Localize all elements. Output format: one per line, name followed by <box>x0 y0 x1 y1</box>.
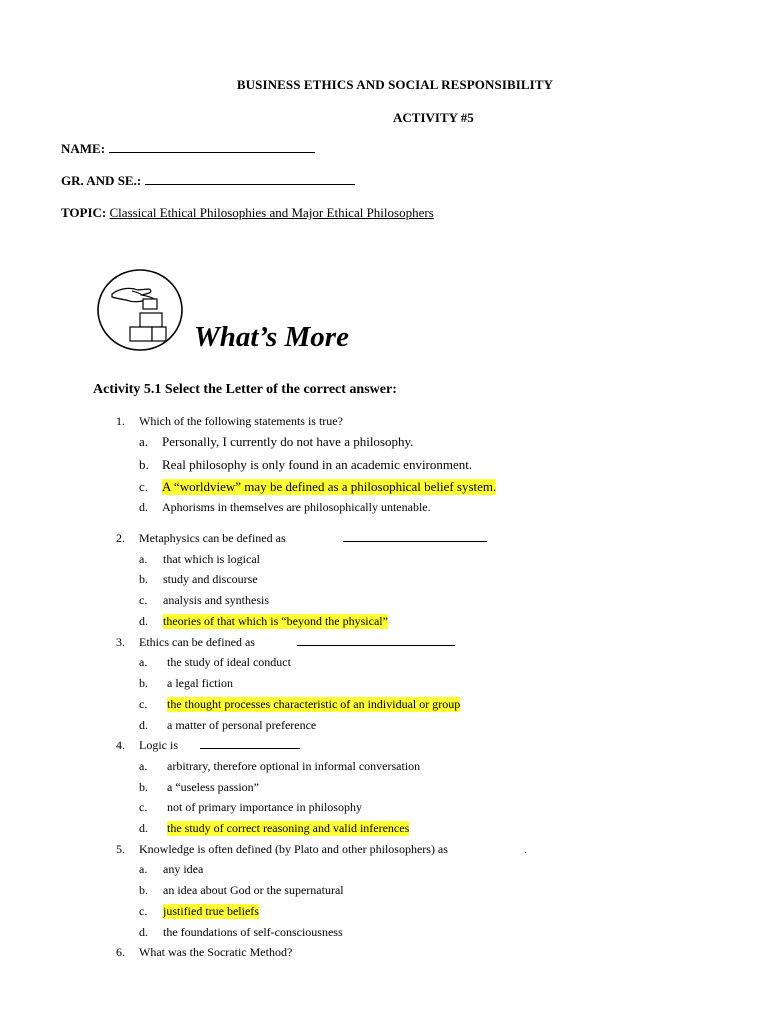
option-letter: c. <box>139 904 148 918</box>
topic-label: TOPIC: <box>61 205 107 220</box>
option-text: study and discourse <box>163 572 258 586</box>
option-text: a “useless passion” <box>167 780 259 794</box>
answer-blank[interactable] <box>297 644 455 646</box>
name-blank[interactable] <box>109 142 315 153</box>
option-letter: d. <box>139 925 148 939</box>
grade-section-blank[interactable] <box>145 174 355 185</box>
option-text: Personally, I currently do not have a philosophy. <box>162 434 414 449</box>
option-letter: d. <box>139 500 148 514</box>
option-letter: b. <box>139 676 148 690</box>
option-letter: b. <box>139 572 148 586</box>
option-letter: b. <box>139 780 148 794</box>
question-text: Metaphysics can be defined as <box>139 531 286 545</box>
option-text: the foundations of self-consciousness <box>163 925 343 939</box>
option-text: Real philosophy is only found in an academic environment. <box>162 457 473 472</box>
activity-number: ACTIVITY #5 <box>393 110 474 125</box>
option-text-highlighted: justified true beliefs <box>163 904 259 918</box>
option-letter: a. <box>139 759 148 773</box>
option-text-highlighted: theories of that which is “beyond the physical” <box>163 614 388 628</box>
option-text-highlighted: the study of correct reasoning and valid inferences <box>167 821 410 835</box>
question-number: 6. <box>116 945 125 959</box>
question-text: Knowledge is often defined (by Plato and other philosophers) as <box>139 842 448 856</box>
hand-stacking-blocks-icon <box>96 268 184 352</box>
question-number: 3. <box>116 635 125 649</box>
grade-section-field <box>61 173 355 189</box>
option-text: the study of ideal conduct <box>167 655 291 669</box>
question-text: Which of the following statements is true? <box>139 414 343 428</box>
answer-blank[interactable] <box>343 540 487 542</box>
option-letter: d. <box>139 718 148 732</box>
question-number: 5. <box>116 842 125 856</box>
option-text: Aphorisms in themselves are philosophically untenable. <box>162 500 431 514</box>
topic-line <box>61 205 434 221</box>
option-text: a matter of personal preference <box>167 718 317 732</box>
option-text: an idea about God or the supernatural <box>163 883 344 897</box>
question-number: 4. <box>116 738 125 752</box>
name-label: NAME: <box>61 141 106 156</box>
question-text: What was the Socratic Method? <box>139 945 293 959</box>
option-letter: b. <box>139 883 148 897</box>
activity-instruction: Activity 5.1 Select the Letter of the correct answer: <box>93 382 397 397</box>
option-text: analysis and synthesis <box>163 593 269 607</box>
question-text: Ethics can be defined as <box>139 635 255 649</box>
grade-section-label: GR. AND SE.: <box>61 173 142 188</box>
option-letter: a. <box>139 862 148 876</box>
option-letter: a. <box>139 655 148 669</box>
question-suffix: . <box>524 842 527 856</box>
answer-blank[interactable] <box>200 747 300 749</box>
question-number: 1. <box>116 414 125 428</box>
section-heading: What’s More <box>194 321 349 353</box>
option-letter: a. <box>139 434 149 449</box>
question-text: Logic is <box>139 738 178 752</box>
document-title: BUSINESS ETHICS AND SOCIAL RESPONSIBILITY <box>236 77 554 92</box>
option-letter: d. <box>139 821 148 835</box>
option-text: a legal fiction <box>167 676 233 690</box>
name-field <box>61 141 315 157</box>
option-letter: c. <box>139 479 149 494</box>
option-letter: c. <box>139 697 148 711</box>
option-text-highlighted: A “worldview” may be defined as a philosophical belief system. <box>162 479 497 494</box>
option-text: not of primary importance in philosophy <box>167 800 362 814</box>
option-letter: c. <box>139 593 148 607</box>
topic-value: Classical Ethical Philosophies and Major Ethical Philosophers <box>109 205 434 220</box>
option-letter: b. <box>139 457 149 472</box>
option-text: arbitrary, therefore optional in informal conversation <box>167 759 421 773</box>
option-letter: c. <box>139 800 148 814</box>
option-text-highlighted: the thought processes characteristic of an individual or group <box>167 697 461 711</box>
option-text: any idea <box>163 862 204 876</box>
option-letter: a. <box>139 552 148 566</box>
option-text: that which is logical <box>163 552 260 566</box>
question-number: 2. <box>116 531 125 545</box>
option-letter: d. <box>139 614 148 628</box>
